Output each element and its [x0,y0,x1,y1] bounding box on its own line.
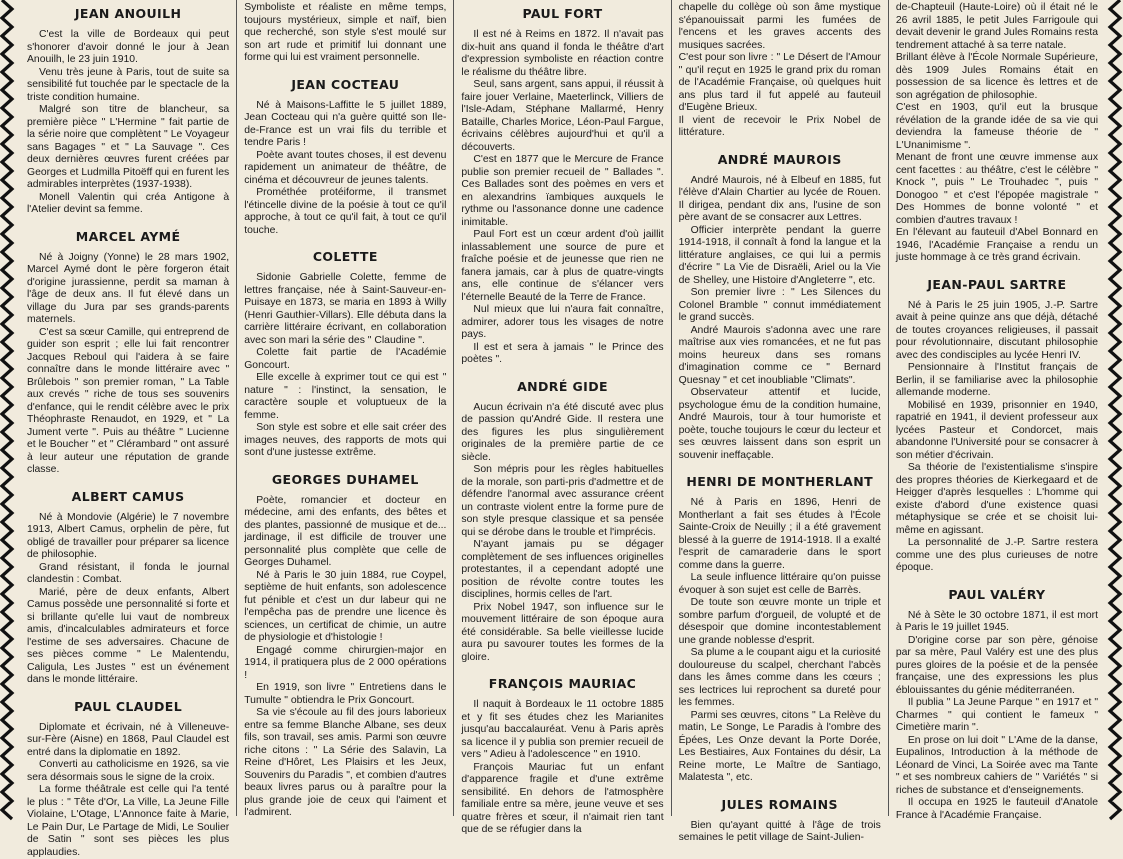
author-entry [27,699,229,859]
body-paragraph: Prométhée protéiforme, il transmet l'étincelle divine de la poésie à tout ce qu'il approche, à tout ce qu'il fait, à tout ce qu'il touche. [244,187,446,237]
body-paragraph: Né à Maisons-Laffitte le 5 juillet 1889, Jean Cocteau qui n'a guère quitté son Ile-de-France est un vrai fils du terrible et tendre Paris ! [244,100,446,150]
author-entry [679,474,881,785]
body-paragraph: Bien qu'ayant quitté à l'âge de trois semaines le petit village de Saint-Julien- [679,820,881,845]
author-entry [896,587,1098,823]
body-paragraph: Né à Sète le 30 octobre 1871, il est mort à Paris le 19 juillet 1945. [896,610,1098,635]
body-paragraph: Prix Nobel 1947, son influence sur le mouvement littéraire de son époque aura été considérable. Sa belle vieillesse lucide aura pu savourer toutes les formes de la gloire. [461,602,663,665]
continued-text [896,2,1098,265]
author-name-heading: PAUL VALÉRY [896,587,1098,602]
body-paragraph: C'est en 1903, qu'il eut la brusque révélation de la grande idée de sa vie qui deviendra la fameuse théorie de " L'Unanimisme ". [896,102,1098,152]
body-paragraph: Symboliste et réaliste en même temps, toujours mystérieux, simple et naïf, bien que recherché, son style s'est moulé sur son art rude et primitif lui donnant une forme qui lui est vraiment personnelle. [244,2,446,65]
body-paragraph: Né à Paris le 25 juin 1905, J.-P. Sartre avait à peine quinze ans que déjà, détaché de toutes croyances religieuses, il passait pour révolutionnaire, discutant philosophie avec des condisciples au lycée Henri IV. [896,300,1098,363]
continued-text [244,2,446,65]
zigzag-border-icon [0,0,16,816]
text-column [20,0,237,816]
text-column [889,0,1105,816]
author-name-heading: JEAN-PAUL SARTRE [896,277,1098,292]
decorative-border-right [1107,0,1123,816]
body-paragraph: Sidonie Gabrielle Colette, femme de lettres française, née à Saint-Sauveur-en-Puisaye en 1873, se maria en 1893 à Willy (Henri Gauthier-Villars). Elle débuta dans la carrière littéraire écrivant, en collaboration avec son mari la série des " Claudine ". [244,272,446,347]
author-name-heading: ANDRÉ MAUROIS [679,152,881,167]
body-paragraph: Il publia " La Jeune Parque " en 1917 et " Charmes " qui contient le fameux " Cimetière marin ". [896,697,1098,735]
author-name-heading: GEORGES DUHAMEL [244,472,446,487]
body-paragraph: D'origine corse par son père, génoise par sa mère, Paul Valéry est une des plus pures gloires de la poésie et de la pensée française, une des expressions les plus éblouissantes du génie méditerranéen. [896,635,1098,698]
body-paragraph: Son style est sobre et elle sait créer des images neuves, des rapports de mots qui sont d'une justesse extrême. [244,422,446,460]
zigzag-border-icon [1107,0,1123,816]
body-paragraph: Brillant élève à l'École Normale Supérieure, dès 1909 Jules Romains était en possession de sa licence ès lettres et de son agrégation de philosophie. [896,52,1098,102]
author-name-heading: COLETTE [244,249,446,264]
text-column [672,0,889,816]
author-name-heading: JULES ROMAINS [679,797,881,812]
body-paragraph: C'est sa sœur Camille, qui entreprend de guider son esprit ; elle lui fait rencontrer Jacques Reboul qui l'aidera à se faire connaître dans le monde littéraire avec " Brûlebois " son premier roman, " La Table aux crevés " riche de tous ses souvenirs d'enfance, qui le rendit célèbre avec le prix Théophraste Renaudot, en 1929, et " La Jument verte ". Puis au théâtre " Lucienne et le Boucher " et " Clérambard " ont assuré à leur auteur une réputation de grande classe. [27,327,229,477]
body-paragraph: Sa plume a le coupant aigu et la curiosité douloureuse du scalpel, cherchant l'abcès dans les âmes comme dans les cœurs ; ses lectrices lui reprochent sa dureté pour les femmes. [679,647,881,710]
body-paragraph: Monell Valentin qui créa Antigone à l'Atelier devint sa femme. [27,192,229,217]
author-entry [244,249,446,460]
body-paragraph: de-Chapteuil (Haute-Loire) où il était né le 26 avril 1885, le petit Jules Farrigoule qui devait devenir le grand Jules Romains resta tendrement attaché à sa terre natale. [896,2,1098,52]
body-paragraph: Il naquit à Bordeaux le 11 octobre 1885 et y fit ses études chez les Marianites jusqu'au baccalauréat. Venu à Paris après sa licence il y publia son premier recueil de vers " Adieu à l'adolescence " en 1910. [461,699,663,762]
decorative-border-left [0,0,16,816]
author-entry [461,6,663,367]
body-paragraph: C'est pour son livre : " Le Désert de l'Amour " qu'il reçut en 1925 le grand prix du roman de l'Académie Française, où quelques huit ans plus tard il fut appelé au fauteuil d'Eugène Brieux. [679,52,881,115]
body-paragraph: Poète, romancier et docteur en médecine, ami des enfants, des bêtes et des plantes, passionné de musique et de... jardinage, il est difficile de trouver une personnalité plus complète que celle de Georges Duhamel. [244,495,446,570]
author-name-heading: JEAN COCTEAU [244,77,446,92]
body-paragraph: Diplomate et écrivain, né à Villeneuve-sur-Fère (Aisne) en 1868, Paul Claudel est entré dans la diplomatie en 1892. [27,722,229,760]
body-paragraph: Son mépris pour les règles habituelles de la morale, son parti-pris d'admettre et de défendre l'anormal avec assurance créent un contraste violent entre la forme pure de son style presque classique et sa pensée qui se dérobe dans le trouble et l'imprécis. [461,464,663,539]
body-paragraph: Poète avant toutes choses, il est devenu rapidement un animateur de théâtre, de cinéma et découvreur de jeunes talents. [244,150,446,188]
body-paragraph: André Maurois, né à Elbeuf en 1885, fut l'élève d'Alain Chartier au lycée de Rouen. Il dirigea, pendant dix ans, l'usine de son père avant de se consacrer aux Lettres. [679,175,881,225]
author-name-heading: ANDRÉ GIDE [461,379,663,394]
author-entry [244,77,446,238]
body-paragraph: Venu très jeune à Paris, tout de suite sa sensibilité fut touchée par le spectacle de la triste condition humaine. [27,67,229,105]
body-paragraph: Colette fait partie de l'Académie Goncourt. [244,347,446,372]
body-paragraph: En l'élevant au fauteuil d'Abel Bonnard en 1946, l'Académie Française a rendu un juste hommage à ce très grand écrivain. [896,227,1098,265]
body-paragraph: Grand résistant, il fonda le journal clandestin : Combat. [27,562,229,587]
body-paragraph: Sa vie s'écoule au fil des jours laborieux entre sa femme Blanche Albane, ses deux fils, son travail, ses amis. Parmi son œuvre riche citons : " La Série des Salavin, La Reine d'Hôret, Les Plaisirs et les Jeux, Souvenirs du Paradis ", et combien d'autres beaux livres parus ou à paraître pour la plus grande joie de ceux qui l'aiment et l'admirent. [244,707,446,820]
body-paragraph: C'est la ville de Bordeaux qui peut s'honorer d'avoir donné le jour à Jean Anouilh, le 23 juin 1910. [27,29,229,67]
body-paragraph: Pensionnaire à l'Institut français de Berlin, il se familiarise avec la philosophie allemande moderne. [896,362,1098,400]
body-paragraph: Aucun écrivain n'a été discuté avec plus de passion qu'André Gide. Il restera une des figures les plus singulièrement originales de la première partie de ce siècle. [461,402,663,465]
body-paragraph: Mobilisé en 1939, prisonnier en 1940, rapatrié en 1941, il devient professeur aux lycées Pasteur et Condorcet, mais abandonne l'Université pour se consacrer à son métier d'écrivain. [896,400,1098,463]
author-name-heading: ALBERT CAMUS [27,489,229,504]
author-entry [27,229,229,477]
author-entry [244,472,446,820]
body-paragraph: François Mauriac fut un enfant d'apparence fragile et d'une extrême sensibilité. En dehors de l'atmosphère familiale entre sa mère, jeune veuve et ses quatre frères et sœur, il n'aimait rien tant que de se réfugier dans la [461,762,663,837]
body-paragraph: Parmi ses œuvres, citons " La Relève du matin, Le Songe, Le Paradis à l'ombre des Épées, Les Onze devant la Porte Dorée, Les Bestiaires, Aux Fontaines du désir, La Reine morte, Le Maître de Santiago, Malatesta ", etc. [679,710,881,785]
author-entry [27,6,229,217]
body-paragraph: Converti au catholicisme en 1926, sa vie sera désormais sous le signe de la croix. [27,759,229,784]
body-paragraph: Né à Mondovie (Algérie) le 7 novembre 1913, Albert Camus, orphelin de père, fut obligé de travailler pour préparer sa licence de philosophie. [27,512,229,562]
author-name-heading: FRANÇOIS MAURIAC [461,676,663,691]
body-paragraph: Né à Paris le 30 juin 1884, rue Coypel, septième de huit enfants, son adolescence fut pénible et c'est un dur labeur qui ne l'empêcha pas de prendre une licence ès sciences, un certificat de chimie, un autre de physiologie et d'histologie ! [244,570,446,645]
author-name-heading: PAUL FORT [461,6,663,21]
body-paragraph: En prose on lui doit " L'Ame de la danse, Eupalinos, Introduction à la méthode de Léonard de Vinci, La Soirée avec ma Tante " et ses nombreux cahiers de " Variétés " si riches de substance et d'enseignements. [896,735,1098,798]
body-paragraph: Menant de front une œuvre immense aux cent facettes : au théâtre, c'est le célèbre " Knock ", puis " Le Trouhadec ", puis " Donogoo " et c'est l'épopée magistrale " Des Hommes de bonne volonté " et combien d'autres travaux ! [896,152,1098,227]
body-paragraph: Né à Paris en 1896, Henri de Montherlant a fait ses études à l'École Sainte-Croix de Neuilly ; il a été gravement blessé à la guerre de 1914-1918. Il a exalté l'esprit de camaraderie dans le sport comme dans la guerre. [679,497,881,572]
body-paragraph: Elle excelle à exprimer tout ce qui est " nature " : l'instinct, la sensation, le caractère souple et voluptueux de la femme. [244,372,446,422]
text-column [454,0,671,816]
author-name-heading: HENRI DE MONTHERLANT [679,474,881,489]
body-paragraph: Il est né à Reims en 1872. Il n'avait pas dix-huit ans quand il fonda le théâtre d'art d'expression symboliste en réaction contre le réalisme du théâtre libre. [461,29,663,79]
author-name-heading: JEAN ANOUILH [27,6,229,21]
body-paragraph: C'est en 1877 que le Mercure de France publie son premier recueil de " Ballades ". Ces Ballades sont des poèmes en vers et en alexandrins ïambiques auxquels le rythme ou l'assonance donne une cadence inimitable. [461,154,663,229]
body-paragraph: Seul, sans argent, sans appui, il réussit à faire jouer Verlaine, Maeterlinck, Villiers de l'Isle-Adam, Stéphane Mallarmé, Henry Bataille, Charles Morice, Léon-Paul Fargue, écrivains célèbres aujourd'hui et qu'il a découverts. [461,79,663,154]
body-paragraph: Il occupa en 1925 le fauteuil d'Anatole France à l'Académie Française. [896,797,1098,822]
body-paragraph: De toute son œuvre monte un triple et sombre parfum d'orgueil, de volupté et de désespoir que domine incontestablement une grande noblesse d'esprit. [679,597,881,647]
body-paragraph: Son premier livre : " Les Silences du Colonel Bramble " connut immédiatement le grand succès. [679,287,881,325]
body-paragraph: La personnalité de J.-P. Sartre restera comme une des plus curieuses de notre époque. [896,537,1098,575]
author-entry [461,379,663,665]
body-paragraph: La seule influence littéraire qu'on puisse évoquer à son sujet est celle de Barrès. [679,572,881,597]
author-name-heading: PAUL CLAUDEL [27,699,229,714]
body-paragraph: Né à Joigny (Yonne) le 28 mars 1902, Marcel Aymé dont le père forgeron était d'origine jurassienne, perdit sa maman à l'âge de deux ans. Il fut élevé dans un village du Jura par ses grands-parents maternels. [27,252,229,327]
body-paragraph: Il vient de recevoir le Prix Nobel de littérature. [679,115,881,140]
article-page [20,0,1105,816]
body-paragraph: Marié, père de deux enfants, Albert Camus possède une personnalité si forte et si brillante qu'elle lui vaut de nombreux amis, d'incalculables admirateurs et force l'estime de ses adversaires. Chacune de ses pièces comme " Le Malentendu, Caligula, Les Justes " est un événement dans le monde littéraire. [27,587,229,687]
body-paragraph: chapelle du collège où son âme mystique s'épanouissait parmi les fumées de l'encens et les graves accents des musiques sacrées. [679,2,881,52]
continued-text [679,2,881,140]
author-entry [679,152,881,463]
body-paragraph: La forme théâtrale est celle qui l'a tenté le plus : " Tête d'Or, La Ville, La Jeune Fille Violaine, L'Otage, L'Annonce faite à Marie, Le Pain Dur, Le Partage de Midi, Le Soulier de Satin " sont ses pièces les plus applaudies. [27,784,229,859]
body-paragraph: Nul mieux que lui n'aura fait connaître, admirer, adorer tous les visages de notre pays. [461,304,663,342]
body-paragraph: Paul Fort est un cœur ardent d'où jaillit inlassablement une source de pure et fraîche poésie et de jeunesse que rien ne fanera jamais, car à plus de quatre-vingts ans, elle continue de s'élancer vers l'éternelle Beauté de la Terre de France. [461,229,663,304]
body-paragraph: Engagé comme chirurgien-major en 1914, il pratiquera plus de 2 000 opérations ! [244,645,446,683]
text-column [237,0,454,816]
body-paragraph: Officier interprète pendant la guerre 1914-1918, il connaît à fond la langue et la littérature anglaises, ce qui lui a permis d'écrire " La Vie de Disraëli, Ariel ou la Vie de Shelley, une Histoire d'Angleterre ", etc. [679,225,881,288]
body-paragraph: Observateur attentif et lucide, psychologue ému de la condition humaine, André Maurois, tour à tour humoriste et poète, touche toujours le cœur du lecteur et ses œuvres laissent dans son esprit un souvenir ineffaçable. [679,387,881,462]
author-entry [679,797,881,845]
body-paragraph: Sa théorie de l'existentialisme s'inspire des propres théories de Kierkegaard et de Heigger d'après lesquelles : L'homme qui existe d'abord d'une existence quasi métaphysique se crée et se choisit lui-même en agissant. [896,462,1098,537]
author-entry [896,277,1098,575]
author-entry [461,676,663,837]
body-paragraph: André Maurois s'adonna avec une rare maîtrise aux vies romancées, et ne fut pas moins heureux dans ses romans d'imagination comme ce " Bernard Quesnay " et cet inoubliable "Climats". [679,325,881,388]
body-paragraph: N'ayant jamais pu se dégager complètement de ses influences originelles protestantes, il a cependant adopté une position de révolte contre toutes les disciplines, hormis celles de l'art. [461,539,663,602]
author-entry [27,489,229,687]
body-paragraph: Malgré son titre de blancheur, sa première pièce " L'Hermine " fait partie de la série noire que complètent " Le Voyageur sans Bagages " et " La Sauvage ". Ces deux dernières œuvres furent créées par Georges et Ludmilla Pitoëff qui en furent les admirables interprètes (1937-1938). [27,104,229,192]
body-paragraph: Il est et sera à jamais " le Prince des poètes ". [461,342,663,367]
body-paragraph: En 1919, son livre " Entretiens dans le Tumulte " obtiendra le Prix Goncourt. [244,682,446,707]
author-name-heading: MARCEL AYMÉ [27,229,229,244]
